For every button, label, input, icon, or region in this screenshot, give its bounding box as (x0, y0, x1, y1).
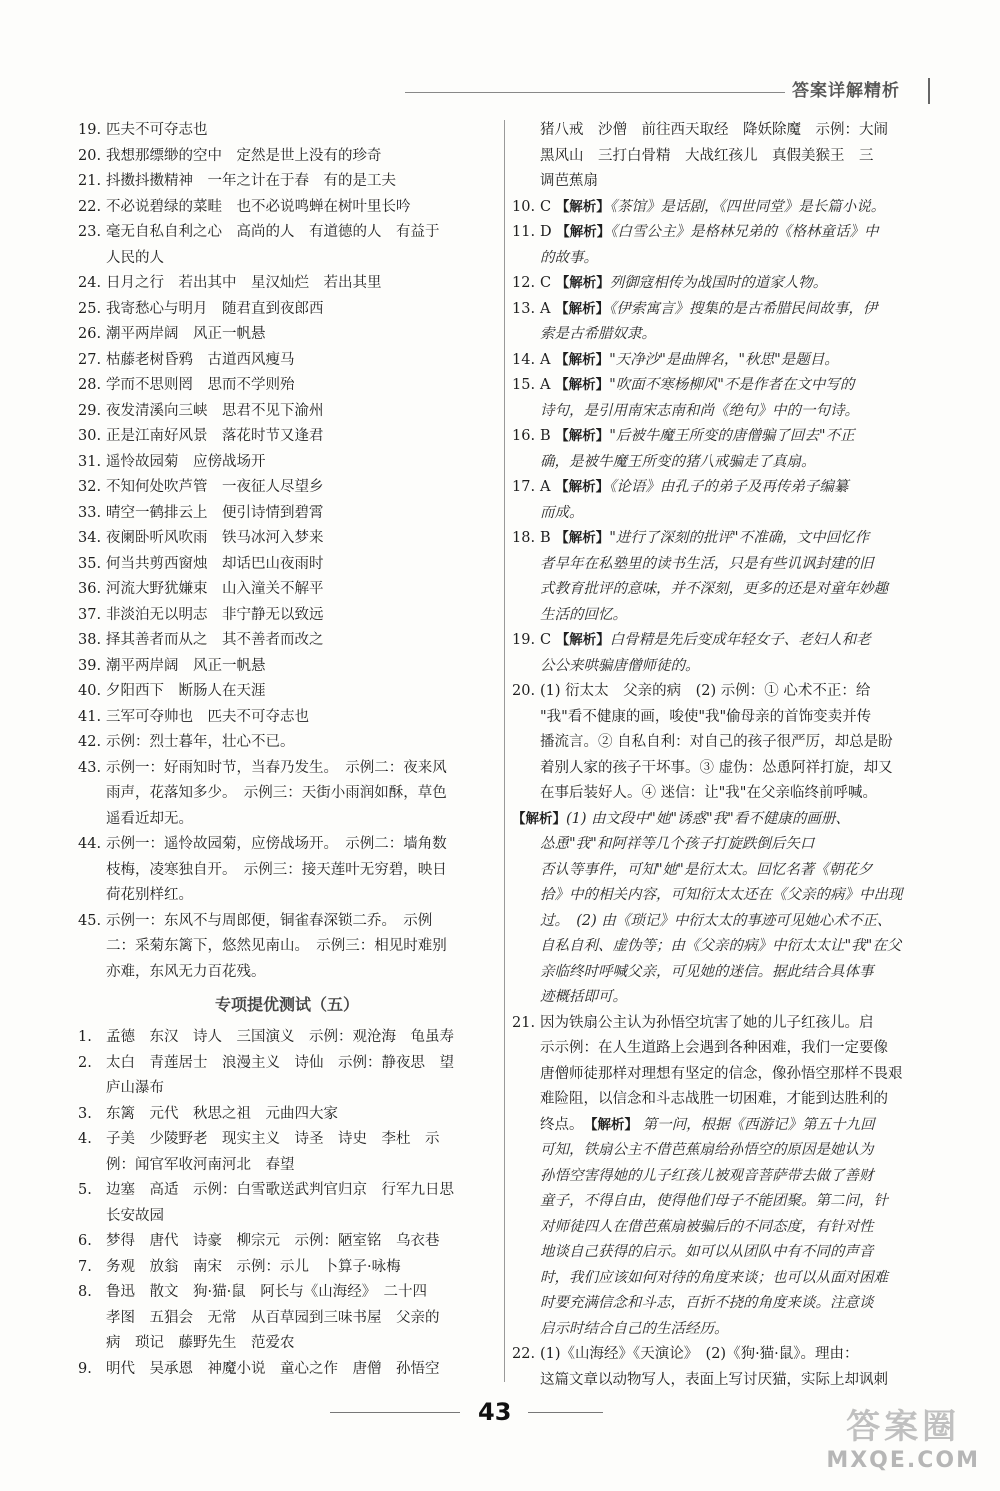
answer-line (512, 1036, 938, 1062)
item-text: 夕阳西下 断肠人在天涯 (106, 683, 266, 699)
answer-line (78, 1051, 496, 1077)
item-number: 11. (512, 224, 536, 240)
page-number: 43 (478, 1398, 512, 1426)
answer-line (512, 1011, 938, 1037)
item-number: 6. (78, 1233, 92, 1249)
analysis-text: 拾》中的相关内容，可知衍太太还在《父亲的病》中出现 (540, 887, 903, 903)
item-text: 二：采菊东篱下，悠然见南山。 示例三：相见时难别 (106, 938, 447, 954)
analysis-tag: 【解析】 (555, 428, 610, 444)
analysis-text: 迹概括即可。 (540, 989, 627, 1005)
item-number: 16. (512, 428, 536, 444)
analysis-line (512, 1215, 938, 1241)
answer-line (78, 348, 496, 374)
header-bracket (928, 78, 930, 104)
analysis-line (512, 960, 938, 986)
analysis-tag: 【解析】 (555, 351, 610, 368)
answer-line (512, 475, 938, 501)
answer-line (78, 807, 496, 833)
item-number: 20. (512, 683, 536, 699)
answer-line (78, 679, 496, 705)
item-text: 遥怜故园菊 应傍战场开 (106, 453, 266, 470)
answer-line (78, 628, 496, 654)
item-text: 日月之行 若出其中 星汉灿烂 若出其里 (106, 275, 382, 291)
answer-line (78, 271, 496, 297)
item-text: 示例一：好雨知时节，当春乃发生。 示例二：夜来风 (106, 759, 447, 776)
analysis-tag: 【解析】 (555, 198, 610, 215)
item-text: (1) 衍太太 父亲的病 (2) 示例：① 心术不正：给 (540, 683, 871, 699)
item-text: 终点。 (540, 1116, 577, 1133)
answer-line (78, 730, 496, 756)
item-number: 43. (78, 759, 102, 776)
analysis-text: 时，我们应该如何对待的角度来谈；也可以从面对困难 (540, 1269, 888, 1286)
analysis-text: 对师徒四人在借芭蕉扇被骗后的不同态度，有针对性 (540, 1218, 874, 1235)
item-text: 雨声，花落知多少。 示例三：天街小雨润如酥，草色 (106, 785, 447, 801)
analysis-text: 否认等事件，可知"她"是衍太太。回忆名著《朝花夕 (540, 861, 873, 878)
answer-line (512, 271, 938, 297)
analysis-line (512, 1291, 938, 1317)
answer-choice: A (540, 351, 551, 368)
analysis-text: 的故事。 (540, 249, 598, 266)
answer-line (78, 756, 496, 782)
item-number: 18. (512, 530, 536, 546)
answer-line (512, 756, 938, 782)
item-text: "我"看不健康的画，唆使"我"偷母亲的首饰变卖并传 (540, 708, 872, 725)
analysis-line (512, 934, 938, 960)
answer-line (78, 552, 496, 578)
answer-line (78, 424, 496, 450)
answer-line (512, 348, 938, 374)
answer-line: 猪八戒 沙僧 前往西天取经 降妖除魔 示例：大闹 (540, 122, 888, 138)
left-column (78, 118, 496, 1382)
answer-line (512, 1062, 938, 1088)
answer-line (512, 603, 938, 629)
item-number: 2. (78, 1054, 92, 1071)
answer-line: 黑风山 三打白骨精 大战红孩儿 真假美猴王 三 (540, 147, 874, 164)
item-text: 夜发清溪向三峡 思君不见下渝州 (106, 402, 324, 419)
answer-line (512, 220, 938, 246)
answer-line (512, 654, 938, 680)
analysis-line (512, 1113, 938, 1139)
item-text: 子美 少陵野老 现实主义 诗圣 诗史 李杜 示 (106, 1131, 440, 1147)
item-text: 这篇文章以动物写人，表面上写讨厌猫，实际上却讽刺 (540, 1371, 888, 1388)
item-number: 34. (78, 530, 102, 546)
item-text: 不知何处吹芦管 一夜征人尽望乡 (106, 479, 324, 495)
answer-line (78, 1153, 496, 1179)
answer-line (512, 1087, 938, 1113)
answer-line (78, 322, 496, 348)
answer-choice: C (540, 275, 552, 291)
answer-line (78, 144, 496, 170)
item-number: 38. (78, 632, 102, 648)
section-title: 专项提优测试（五） (214, 995, 359, 1014)
item-number: 44. (78, 836, 102, 852)
answer-line (78, 450, 496, 476)
item-number: 39. (78, 657, 102, 674)
analysis-tag: 【解析】 (512, 810, 566, 827)
item-text: 东篱 元代 秋思之祖 元曲四大家 (106, 1105, 338, 1122)
item-number: 26. (78, 326, 102, 342)
watermark (826, 1399, 980, 1473)
right-column (512, 118, 938, 1393)
item-number: 1. (78, 1029, 92, 1045)
answer-line (512, 526, 938, 552)
answer-line (78, 883, 496, 909)
item-text: 夜阑卧听风吹雨 铁马冰河入梦来 (106, 530, 324, 546)
answer-line (78, 1255, 496, 1281)
item-number: 17. (512, 479, 536, 495)
answer-line (78, 501, 496, 527)
item-number: 28. (78, 377, 102, 393)
answer-line (78, 858, 496, 884)
answer-line (512, 246, 938, 272)
item-number: 22. (78, 198, 102, 215)
item-text: 病 琐记 藤野先生 范爱农 (106, 1335, 295, 1351)
answer-line (78, 1102, 496, 1128)
answer-line (78, 373, 496, 399)
analysis-line (512, 1266, 938, 1292)
answer-choice: C (540, 198, 552, 215)
item-number: 19. (78, 122, 102, 138)
answer-line (78, 118, 496, 144)
analysis-text: 索是古希腊奴隶。 (540, 326, 656, 342)
header-title: 答案详解精析 (792, 81, 900, 101)
analysis-line (512, 883, 938, 909)
analysis-text: "吹面不寒杨柳风"不是作者在文中写的 (609, 377, 855, 393)
analysis-text: 者早年在私塾里的读书生活，只是有些讥讽封建的旧 (540, 555, 874, 572)
answer-line (78, 1357, 496, 1383)
analysis-tag: 【解析】 (555, 632, 610, 648)
item-text: 毫无自私自利之心 高尚的人 有道德的人 有益于 (106, 224, 440, 240)
analysis-text: 《伊索寓言》搜集的是古希腊民间故事，伊 (609, 300, 878, 317)
item-text: 鲁迅 散文 狗·猫·鼠 阿长与《山海经》 二十四 (106, 1284, 427, 1300)
answer-line (78, 399, 496, 425)
answer-line (78, 603, 496, 629)
item-text: 孟德 东汉 诗人 三国演义 示例：观沧海 龟虽寿 (106, 1029, 454, 1045)
item-number: 23. (78, 224, 102, 240)
answer-line (512, 1342, 938, 1368)
item-text: 播流言。② 自私自利：对自己的孩子很严厉，却总是盼 (540, 734, 893, 750)
answer-line (78, 297, 496, 323)
item-text: 学而不思则罔 思而不学则殆 (106, 377, 295, 393)
item-text: 人民的人 (106, 249, 164, 266)
item-text: 匹夫不可夺志也 (106, 122, 208, 138)
answer-line (512, 628, 938, 654)
item-text: 在事后装好人。④ 迷信：让"我"在父亲临终前呼喊。 (540, 785, 877, 801)
item-text: 不必说碧绿的菜畦 也不必说鸣蝉在树叶里长吟 (106, 198, 411, 215)
item-text: 遥看近却无。 (106, 810, 193, 827)
header-rule (405, 92, 785, 93)
answer-choice: A (540, 479, 551, 495)
analysis-text: 过。 (2) 由《琐记》中衍太太的事迹可见她心术不正、 (540, 912, 892, 929)
analysis-text: 亲临终时呼喊父亲，可见她的迷信。据此结合具体事 (540, 963, 874, 980)
answer-choice: B (540, 428, 551, 444)
item-text: 晴空一鹤排云上 便引诗情到碧霄 (106, 504, 324, 521)
item-number: 22. (512, 1346, 536, 1362)
answer-line (512, 730, 938, 756)
item-text: 潮平两岸阔 风正一帆悬 (106, 326, 266, 342)
item-text: 枯藤老树昏鸦 古道西风瘦马 (106, 351, 295, 368)
answer-choice: A (540, 300, 551, 317)
item-text: 梦得 唐代 诗豪 柳宗元 示例：陋室铭 乌衣巷 (106, 1233, 440, 1249)
item-text: 潮平两岸阔 风正一帆悬 (106, 657, 266, 674)
analysis-text: 式教育批评的意味，并不深刻，更多的还是对童年妙趣 (540, 581, 888, 597)
analysis-text: 可知，铁扇公主不借芭蕉扇给孙悟空的原因是她认为 (540, 1142, 874, 1158)
analysis-line (512, 1138, 938, 1164)
analysis-line (512, 858, 938, 884)
footer-rule-left (330, 1412, 460, 1413)
item-text: 示例一：东风不与周郎便，铜雀春深锁二乔。 示例 (106, 912, 433, 929)
analysis-text: 启示时结合自己的生活经历。 (540, 1320, 729, 1337)
answer-line (78, 1331, 496, 1357)
item-text: 明代 吴承恩 神魔小说 童心之作 唐僧 孙悟空 (106, 1360, 440, 1377)
analysis-text: "天净沙"是曲牌名，"秋思"是题目。 (609, 351, 839, 368)
answer-line (78, 246, 496, 272)
analysis-text: "进行了深刻的批评"不准确，文中回忆作 (609, 530, 870, 546)
analysis-text: 确，是被牛魔王所变的猪八戒骗走了真扇。 (540, 453, 816, 470)
answer-line (512, 399, 938, 425)
answer-line (78, 1178, 496, 1204)
analysis-text: 生活的回忆。 (540, 606, 627, 623)
answer-line (78, 705, 496, 731)
item-text: 非淡泊无以明志 非宁静无以致远 (106, 606, 324, 623)
answer-line (78, 526, 496, 552)
analysis-line (512, 1164, 938, 1190)
item-text: 河流大野犹嫌束 山入潼关不解平 (106, 581, 324, 597)
analysis-line (512, 1240, 938, 1266)
item-text: 三军可夺帅也 匹夫不可夺志也 (106, 708, 309, 725)
item-text: 正是江南好风景 落花时节又逢君 (106, 428, 324, 444)
item-text: 示示例：在人生道路上会遇到各种困难，我们一定要像 (540, 1040, 888, 1056)
item-number: 9. (78, 1360, 92, 1377)
analysis-line (512, 1189, 938, 1215)
item-text: 荷花别样红。 (106, 887, 193, 903)
item-text: 我寄愁心与明月 随君直到夜郎西 (106, 300, 324, 317)
item-number: 30. (78, 428, 102, 444)
analysis-text: 而成。 (540, 504, 584, 521)
answer-line (78, 1280, 496, 1306)
column-divider (504, 120, 505, 1382)
item-text: 长安故园 (106, 1207, 164, 1224)
item-number: 7. (78, 1258, 92, 1275)
analysis-text: 列御寇相传为战国时的道家人物。 (609, 275, 828, 291)
item-text: 唐僧师徒那样对理想有坚定的信念，像孙悟空那样不畏艰 (540, 1065, 903, 1082)
item-number: 5. (78, 1182, 92, 1198)
analysis-tag: 【解析】 (555, 275, 610, 291)
item-text: 何当共剪西窗烛 却话巴山夜雨时 (106, 555, 324, 572)
item-number: 35. (78, 555, 102, 572)
watermark-logo: 答案圈 (846, 1407, 961, 1447)
item-number: 36. (78, 581, 102, 597)
analysis-text: 地谈自己获得的启示。如可以从团队中有不同的声音 (540, 1244, 874, 1260)
item-number: 42. (78, 734, 102, 750)
item-number: 13. (512, 300, 536, 317)
item-number: 37. (78, 606, 102, 623)
watermark-url: MXQE.COM (826, 1448, 980, 1473)
item-text: 太白 青莲居士 浪漫主义 诗仙 示例：静夜思 望 (106, 1054, 454, 1071)
analysis-text: 公公来哄骗唐僧师徒的。 (540, 657, 700, 674)
item-number: 29. (78, 402, 102, 419)
item-text: 难险阻，以信念和斗志战胜一切困难，才能到达胜利的 (540, 1091, 888, 1107)
answer-line (78, 654, 496, 680)
answer-line (512, 705, 938, 731)
item-number: 31. (78, 453, 102, 470)
footer-rule-right (528, 1412, 603, 1413)
item-number: 41. (78, 708, 102, 725)
analysis-text: 白骨精是先后变成年轻女子、老妇人和老 (609, 632, 871, 648)
item-text: 择其善者而从之 其不善者而改之 (106, 632, 324, 648)
item-number: 33. (78, 504, 102, 521)
analysis-text: 《白雪公主》是格林兄弟的《格林童话》中 (610, 224, 879, 240)
answer-choice: C (540, 632, 552, 648)
item-text: (1)《山海经》《天演论》 (2)《狗·猫·鼠》。理由： (540, 1346, 859, 1362)
answer-line (78, 960, 496, 986)
analysis-tag: 【解析】 (555, 530, 610, 546)
answer-line (78, 1204, 496, 1230)
answer-line (78, 577, 496, 603)
answer-line (512, 679, 938, 705)
analysis-line (512, 1317, 938, 1343)
item-number: 32. (78, 479, 102, 495)
answer-line (512, 552, 938, 578)
analysis-text: 孙悟空害得她的儿子红孩儿被观音菩萨带去做了善财 (540, 1167, 874, 1184)
item-number: 21. (78, 173, 102, 189)
answer-line (78, 195, 496, 221)
analysis-tag: 【解析】 (555, 300, 610, 317)
item-number: 15. (512, 377, 536, 393)
answer-line (78, 781, 496, 807)
answer-line (78, 169, 496, 195)
answer-choice: A (540, 377, 551, 393)
analysis-text: 第一问，根据《西游记》第五十九回 (642, 1116, 875, 1133)
item-text: 孝图 五猖会 无常 从百草园到三味书屋 父亲的 (106, 1309, 440, 1326)
item-text: 示例一：遥怜故园菊，应傍战场开。 示例二：墙角数 (106, 836, 447, 852)
answer-line (512, 450, 938, 476)
answer-line: 调芭蕉扇 (540, 173, 598, 189)
item-text: 我想那缥缈的空中 定然是世上没有的珍奇 (106, 147, 382, 164)
item-number: 14. (512, 351, 536, 368)
item-number: 27. (78, 351, 102, 368)
analysis-text: 诗句，是引用南宋志南和尚《绝句》中的一句诗。 (540, 402, 859, 419)
analysis-tag: 【解析】 (590, 1116, 638, 1133)
item-text: 亦难，东风无力百花残。 (106, 963, 266, 980)
analysis-text: 时要充满信念和斗志，百折不挠的角度来谈。注意谈 (540, 1295, 874, 1311)
analysis-text: 童子，不得自由，使得他们母子不能团聚。第二问，针 (540, 1193, 888, 1209)
item-number: 3. (78, 1105, 92, 1122)
answer-line (512, 297, 938, 323)
answer-line (78, 1229, 496, 1255)
answer-line (512, 195, 938, 221)
answer-line (78, 1127, 496, 1153)
item-text: 枝梅，凌寒独自开。 示例三：接天莲叶无穷碧，映日 (106, 861, 447, 878)
answer-line (512, 577, 938, 603)
item-text: 抖擞抖擞精神 一年之计在于春 有的是工夫 (106, 173, 396, 189)
analysis-tag: 【解析】 (555, 479, 610, 495)
item-number: 19. (512, 632, 536, 648)
answer-line (78, 220, 496, 246)
answer-line (78, 934, 496, 960)
item-text: 着别人家的孩子干坏事。③ 虚伪：怂恿阿祥打旋，却又 (540, 759, 893, 776)
item-number: 10. (512, 198, 536, 215)
item-text: 边塞 高适 示例：白雪歌送武判官归京 行军九日思 (106, 1182, 454, 1198)
item-number: 24. (78, 275, 102, 291)
analysis-line (512, 832, 938, 858)
answer-line (78, 1025, 496, 1051)
item-number: 12. (512, 275, 536, 291)
analysis-text: "后被牛魔王所变的唐僧骗了回去"不正 (609, 428, 855, 444)
analysis-text: (1) 由文段中"她"诱惑"我"看不健康的画册、 (566, 810, 850, 827)
analysis-text: 《论语》由孔子的弟子及再传弟子编纂 (609, 479, 849, 495)
analysis-line (512, 985, 938, 1011)
item-number: 21. (512, 1014, 536, 1031)
item-text: 示例：烈士暮年，壮心不已。 (106, 734, 295, 750)
analysis-text: 怂恿"我"和阿祥等几个孩子打旋跌倒后矢口 (540, 836, 815, 852)
item-number: 40. (78, 683, 102, 699)
answer-line (512, 501, 938, 527)
item-number: 8. (78, 1284, 92, 1300)
analysis-line (512, 807, 938, 833)
answer-line (78, 909, 496, 935)
analysis-line (512, 909, 938, 935)
answer-line (78, 1076, 496, 1102)
item-number: 20. (78, 147, 102, 164)
answer-line (512, 1368, 938, 1394)
item-number: 45. (78, 912, 102, 929)
analysis-tag: 【解析】 (556, 224, 611, 240)
analysis-text: 自私自利、虚伪等；由《父亲的病》中衍太太让"我"在父 (540, 938, 902, 954)
analysis-tag: 【解析】 (555, 377, 610, 393)
item-number: 25. (78, 300, 102, 317)
answer-line (512, 373, 938, 399)
item-text: 例：闻官军收河南河北 春望 (106, 1156, 295, 1173)
answer-line (512, 781, 938, 807)
answer-line (78, 1306, 496, 1332)
answer-choice: B (540, 530, 551, 546)
answer-choice: D (540, 224, 552, 240)
answer-line (78, 832, 496, 858)
item-text: 因为铁扇公主认为孙悟空坑害了她的儿子红孩儿。启 (540, 1014, 874, 1031)
item-number: 4. (78, 1131, 92, 1147)
answer-line (78, 475, 496, 501)
answer-line (512, 424, 938, 450)
item-text: 庐山瀑布 (106, 1080, 164, 1096)
item-text: 务观 放翁 南宋 示例：示儿 卜算子·咏梅 (106, 1258, 401, 1275)
answer-line (512, 322, 938, 348)
analysis-text: 《茶馆》是话剧，《四世同堂》是长篇小说。 (609, 198, 886, 215)
